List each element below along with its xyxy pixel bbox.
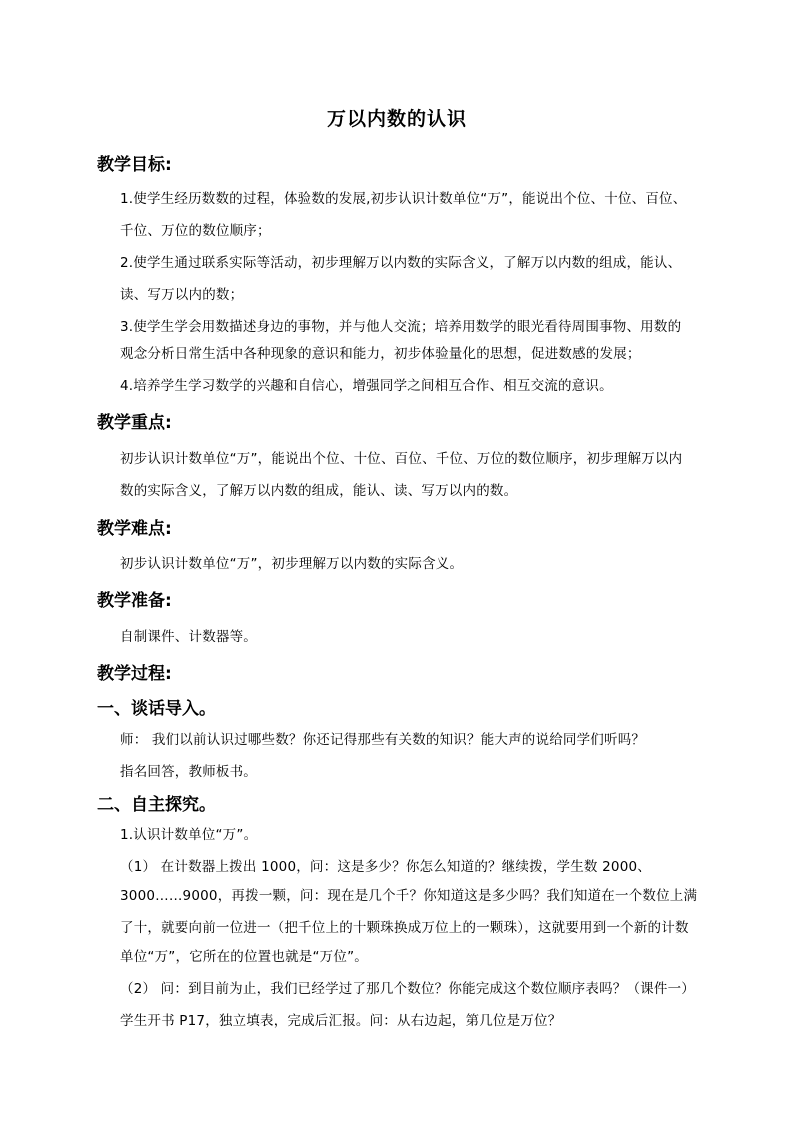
goals-line-6: 观念分析日常生活中各种现象的意识和能力，初步体验量化的思想，促进数感的发展；	[120, 346, 641, 362]
process-part2-line-5: 单位“万”，它所在的位置也就是“万位”。	[120, 949, 368, 965]
goals-line-1: 1.使学生经历数数的过程，体验数的发展,初步认识计数单位“万”，能说出个位、十位、百位、	[120, 191, 687, 207]
process-part2-line-1: 1.认识计数单位“万”。	[120, 827, 258, 843]
section-heading-goals: 教学目标:	[97, 155, 172, 175]
process-part2-line-4: 了十，就要向前一位进一（把千位上的十颗珠换成万位上的一颗珠），这就要用到一个新的计数	[120, 920, 689, 936]
difficulties-line-1: 初步认识计数单位“万”，初步理解万以内数的实际含义。	[120, 556, 464, 572]
document-title: 万以内数的认识	[326, 108, 467, 130]
section-heading-preparation: 教学准备:	[97, 591, 172, 611]
goals-line-4: 读、写万以内的数；	[120, 287, 244, 303]
goals-line-3: 2.使学生通过联系实际等活动，初步理解万以内数的实际含义，了解万以内数的组成，能认、	[120, 255, 682, 271]
process-part2-line-2: （1） 在计数器上拨出 1000，问：这是多少？你怎么知道的？继续拨，学生数 2000、	[120, 859, 651, 875]
section-heading-difficulties: 教学难点:	[97, 519, 172, 539]
goals-line-2: 千位、万位的数位顺序；	[120, 223, 271, 239]
process-part2-heading: 二、自主探究。	[97, 795, 216, 815]
goals-line-5: 3.使学生学会用数描述身边的事物，并与他人交流；培养用数学的眼光看待周围事物、用数的	[120, 319, 682, 335]
section-heading-keypoints: 教学重点:	[97, 413, 172, 433]
keypoints-line-1: 初步认识计数单位“万”，能说出个位、十位、百位、千位、万位的数位顺序，初步理解万以内	[120, 451, 683, 467]
process-part1-line-2: 指名回答，教师板书。	[120, 764, 257, 780]
process-part1-line-1: 师： 我们以前认识过哪些数？你还记得那些有关数的知识？能大声的说给同学们听吗？	[120, 732, 646, 748]
process-part2-line-3: 3000……9000，再拨一颗，问：现在是几个千？你知道这是多少吗？我们知道在一个数位上满	[120, 888, 698, 904]
keypoints-line-2: 数的实际含义，了解万以内数的组成，能认、读、写万以内的数。	[120, 483, 518, 499]
preparation-line-1: 自制课件、计数器等。	[120, 629, 257, 645]
process-part1-heading: 一、谈话导入。	[97, 699, 216, 719]
process-part2-line-6: （2） 问：到目前为止，我们已经学过了那几个数位？你能完成这个数位顺序表吗？（课件一）	[120, 981, 695, 997]
process-part2-line-7: 学生开书 P17，独立填表，完成后汇报。问：从右边起，第几位是万位？	[120, 1013, 562, 1029]
section-heading-process: 教学过程:	[97, 664, 172, 684]
goals-line-7: 4.培养学生学习数学的兴趣和自信心，增强同学之间相互合作、相互交流的意识。	[120, 378, 613, 394]
